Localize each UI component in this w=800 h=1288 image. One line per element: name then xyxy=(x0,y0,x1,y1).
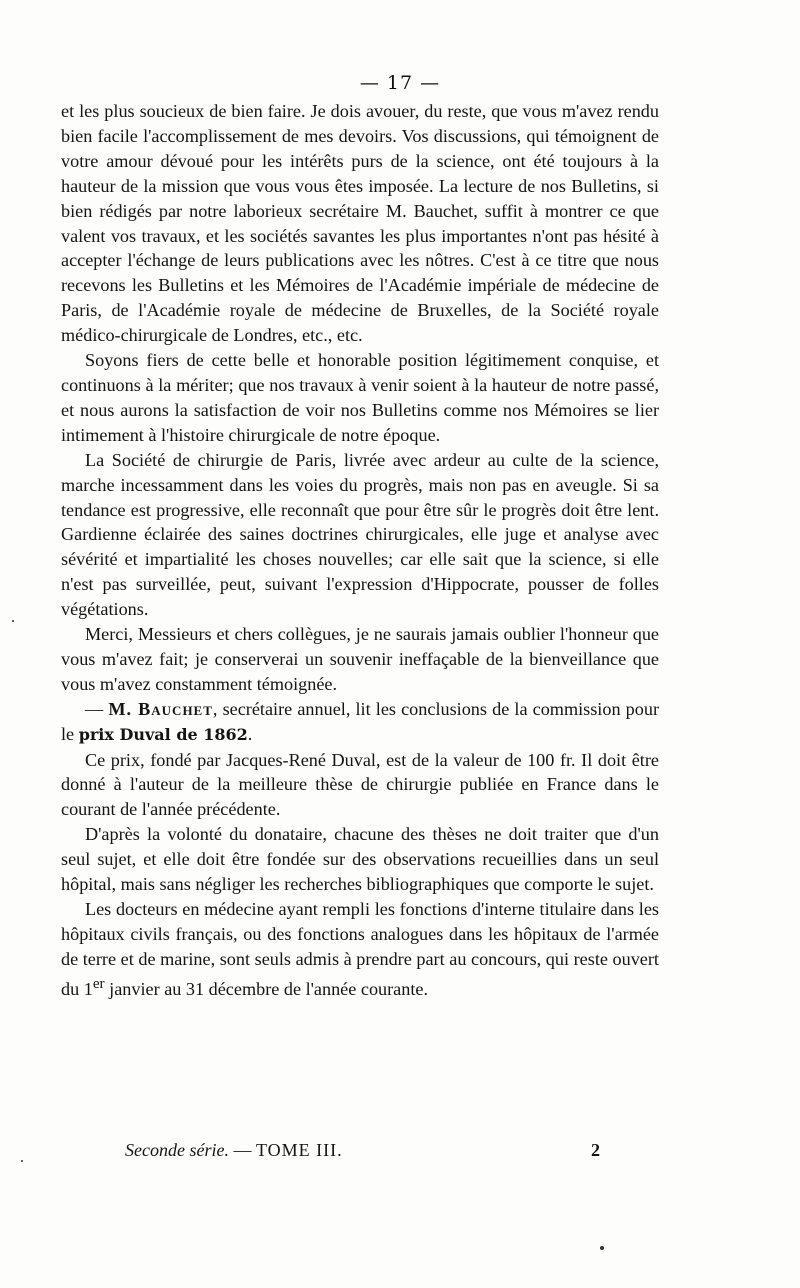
paragraph-7: D'après la volonté du donataire, chacune des thèses ne doit traiter que d'un seul sujet, et elle doit être fondée sur des observations recueillies dans un seul hôpital, mais sans négliger les recherches bibliographiques que comporte le sujet. xyxy=(61,824,659,895)
paragraph-2: Soyons fiers de cette belle et honorable position légitimement conquise, et continuons à la mériter; que nos travaux à venir soient à la hauteur de notre passé, et nous aurons la satisfaction de voir nos Bulletins comme nos Mémoires se lier intimement à l'histoire chirurgicale de notre époque. xyxy=(61,350,659,445)
ordinal-superscript: er xyxy=(92,974,105,992)
page-number-header: — 17 — xyxy=(359,72,441,94)
paragraph-3: La Société de chirurgie de Paris, livrée avec ardeur au culte de la science, marche incessamment dans les voies du progrès, mais non pas en aveugle. Si sa tendance est progressive, elle reconnaît que pour être sûr le progrès doit être lent. Gardienne éclairée des saines doctrines chirurgicales, elle juge et analyse avec sévérité et impartialité les choses nouvelles; car elle sait que la science, si elle n'est pas surveillée, peut, suivant l'expression d'Hippocrate, pousser de folles végétations. xyxy=(61,449,659,620)
ink-speck xyxy=(600,1246,604,1250)
last-text-1: Les docteurs en médecine ayant rempli les fonctions d'interne titulaire dans les hôpitaux civils français, ou des fonctions analogues dans les hôpitaux de l'armée de terre et de marine, sont seuls admis à prendre part au concours, qui reste ouvert du 1 xyxy=(61,899,659,999)
signature-mark: 2 xyxy=(591,1140,600,1160)
paragraph-8 xyxy=(61,897,659,1002)
paragraph-bauchet xyxy=(61,697,659,748)
paragraph-1: et les plus soucieux de bien faire. Je dois avouer, du reste, que vous m'avez rendu bien facile l'accomplissement de mes devoirs. Vos discussions, qui témoignent de votre amour dévoué pour les intérêts purs de la science, ont été toujours à la hauteur de la mission que vous vous êtes imposée. La lecture de nos Bulletins, si bien rédigés par notre laborieux secrétaire M. Bauchet, suffit à montrer ce que valent vos travaux, et les sociétés savantes les plus importantes n'ont pas hésité à accepter l'échange de leurs publications avec les nôtres. C'est à ce titre que nous recevons les Bulletins et les Mémoires de l'Académie impériale de médecine de Paris, de l'Académie royale de médecine de Bruxelles, de la Société royale médico-chirurgicale de Londres, etc., etc. xyxy=(61,101,659,346)
body-text xyxy=(61,99,659,1002)
bauchet-text-2: . xyxy=(247,723,253,744)
last-text-2: janvier au 31 décembre de l'année courante. xyxy=(104,978,429,999)
bauchet-text-1: , secrétaire annuel, lit les conclusions de la commission pour le xyxy=(61,698,660,744)
paragraph-6: Ce prix, fondé par Jacques-René Duval, est de la valeur de 100 fr. Il doit être donné à l'auteur de la meilleure thèse de chirurgie publiée en France dans le courant de l'année précédente. xyxy=(61,749,659,820)
em-dash: — xyxy=(85,698,109,719)
footer-tome: TOME III. xyxy=(255,1140,343,1160)
footer-dash: — xyxy=(228,1140,256,1160)
speaker-name: M. Bauchet xyxy=(108,698,213,719)
footer-series: Seconde série. xyxy=(125,1140,229,1160)
ink-speck xyxy=(21,1160,23,1162)
prize-name: prix Duval de 1862 xyxy=(78,724,248,744)
page-footer xyxy=(125,1140,600,1161)
paragraph-4: Merci, Messieurs et chers collègues, je ne saurais jamais oublier l'honneur que vous m'avez fait; je conserverai un souvenir ineffaçable de la bienveillance que vous m'avez constamment témoignée. xyxy=(61,624,659,694)
ink-speck xyxy=(12,620,14,622)
